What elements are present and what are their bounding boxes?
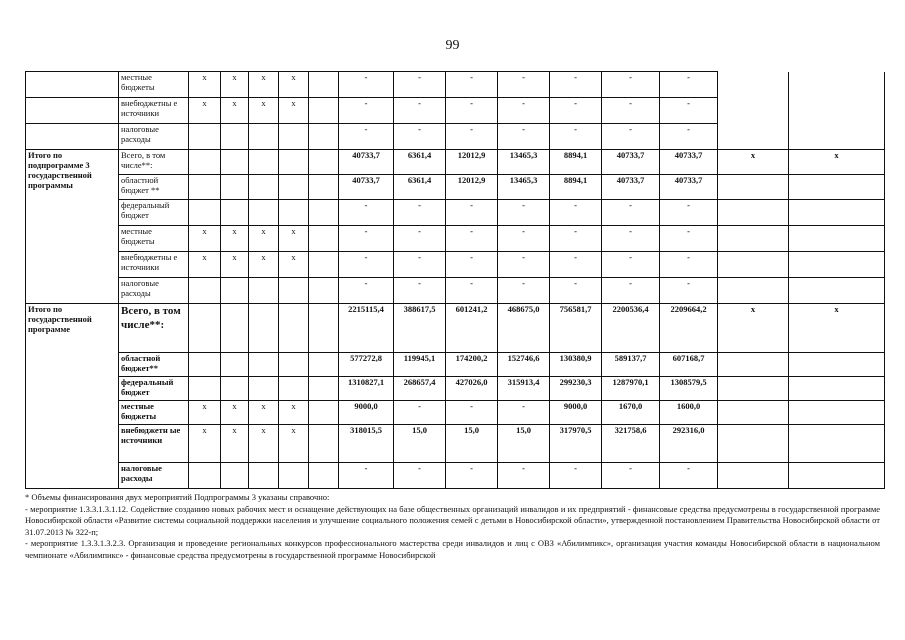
amount-cell: 15,0	[446, 425, 498, 463]
funding-source: налоговые расходы	[119, 124, 189, 150]
amount-cell: -	[339, 200, 394, 226]
x-mark-cell: x	[221, 401, 249, 425]
tail-cell	[718, 401, 789, 425]
tail-cell	[718, 353, 789, 377]
x-mark-cell	[279, 124, 309, 150]
x-mark-cell: x	[279, 401, 309, 425]
amount-cell: -	[394, 72, 446, 98]
empty-cell	[309, 252, 339, 278]
amount-cell: -	[602, 98, 660, 124]
x-mark-cell	[279, 200, 309, 226]
x-mark-cell	[279, 150, 309, 175]
amount-cell: 2200536,4	[602, 304, 660, 353]
x-mark-cell	[189, 377, 221, 401]
tail-cell	[789, 377, 885, 401]
table-row	[26, 377, 885, 401]
amount-cell: -	[602, 124, 660, 150]
x-mark-cell: x	[221, 425, 249, 463]
amount-cell: -	[550, 463, 602, 489]
x-mark-cell: x	[221, 98, 249, 124]
x-mark-cell	[189, 353, 221, 377]
table-row	[26, 401, 885, 425]
x-mark-cell	[221, 463, 249, 489]
table-row	[26, 175, 885, 200]
amount-cell: 601241,2	[446, 304, 498, 353]
amount-cell: -	[446, 200, 498, 226]
amount-cell: -	[446, 463, 498, 489]
tail-cell	[718, 200, 789, 226]
x-mark-cell: x	[249, 425, 279, 463]
x-mark-cell: x	[249, 226, 279, 252]
tail-cell	[789, 463, 885, 489]
x-mark-cell: x	[279, 226, 309, 252]
tail-cell	[789, 200, 885, 226]
table-row	[26, 200, 885, 226]
tail-cell	[789, 98, 885, 124]
x-mark-cell	[221, 304, 249, 353]
tail-cell	[718, 124, 789, 150]
x-mark-cell: x	[279, 72, 309, 98]
amount-cell: -	[394, 98, 446, 124]
x-mark-cell: x	[279, 425, 309, 463]
amount-cell: -	[339, 72, 394, 98]
amount-cell: 12012,9	[446, 150, 498, 175]
empty-cell	[309, 377, 339, 401]
table-row	[26, 425, 885, 463]
x-mark-cell	[221, 124, 249, 150]
empty-cell	[309, 72, 339, 98]
x-mark-cell: x	[221, 252, 249, 278]
amount-cell: 607168,7	[660, 353, 718, 377]
amount-cell: -	[498, 98, 550, 124]
tail-cell	[789, 353, 885, 377]
x-mark-cell	[279, 278, 309, 304]
funding-source: Всего, в том числе**:	[119, 150, 189, 175]
x-mark-cell: x	[189, 226, 221, 252]
x-mark-cell: x	[189, 98, 221, 124]
amount-cell: 40733,7	[339, 150, 394, 175]
amount-cell: 292316,0	[660, 425, 718, 463]
amount-cell: -	[498, 463, 550, 489]
amount-cell: -	[550, 252, 602, 278]
amount-cell: -	[550, 200, 602, 226]
x-mark-cell: x	[189, 72, 221, 98]
amount-cell: -	[550, 124, 602, 150]
tail-cell: x	[789, 150, 885, 175]
amount-cell: 315913,4	[498, 377, 550, 401]
x-mark-cell	[249, 463, 279, 489]
x-mark-cell: x	[189, 425, 221, 463]
group-label	[26, 98, 119, 124]
amount-cell: 40733,7	[660, 175, 718, 200]
amount-cell: -	[339, 124, 394, 150]
x-mark-cell	[279, 304, 309, 353]
amount-cell: -	[446, 226, 498, 252]
amount-cell: 13465,3	[498, 175, 550, 200]
amount-cell: -	[446, 252, 498, 278]
footnotes	[25, 492, 880, 561]
amount-cell: -	[498, 200, 550, 226]
amount-cell: -	[602, 463, 660, 489]
amount-cell: 1287970,1	[602, 377, 660, 401]
funding-source: местные бюджеты	[119, 226, 189, 252]
amount-cell: 40733,7	[339, 175, 394, 200]
amount-cell: 2215115,4	[339, 304, 394, 353]
amount-cell: -	[339, 226, 394, 252]
x-mark-cell	[249, 175, 279, 200]
x-mark-cell: x	[249, 252, 279, 278]
amount-cell: 40733,7	[660, 150, 718, 175]
amount-cell: -	[602, 226, 660, 252]
empty-cell	[309, 401, 339, 425]
empty-cell	[309, 200, 339, 226]
amount-cell: 318015,5	[339, 425, 394, 463]
amount-cell: 388617,5	[394, 304, 446, 353]
amount-cell: 268657,4	[394, 377, 446, 401]
x-mark-cell	[279, 463, 309, 489]
empty-cell	[309, 150, 339, 175]
amount-cell: 6361,4	[394, 150, 446, 175]
amount-cell: -	[660, 226, 718, 252]
amount-cell: -	[394, 463, 446, 489]
empty-cell	[309, 175, 339, 200]
funding-source: местные бюджеты	[119, 401, 189, 425]
financing-table	[25, 71, 885, 489]
tail-cell	[789, 226, 885, 252]
amount-cell: 6361,4	[394, 175, 446, 200]
amount-cell: -	[602, 278, 660, 304]
amount-cell: 9000,0	[550, 401, 602, 425]
tail-cell: x	[718, 150, 789, 175]
x-mark-cell: x	[279, 98, 309, 124]
amount-cell: -	[394, 200, 446, 226]
funding-source: местные бюджеты	[119, 72, 189, 98]
funding-source: областной бюджет **	[119, 175, 189, 200]
x-mark-cell	[249, 353, 279, 377]
amount-cell: -	[602, 200, 660, 226]
amount-cell: 317970,5	[550, 425, 602, 463]
amount-cell: -	[394, 124, 446, 150]
tail-cell	[789, 175, 885, 200]
x-mark-cell	[279, 353, 309, 377]
x-mark-cell	[279, 377, 309, 401]
empty-cell	[309, 278, 339, 304]
table-row	[26, 226, 885, 252]
amount-cell: 130380,9	[550, 353, 602, 377]
funding-source: налоговые расходы	[119, 463, 189, 489]
tail-cell	[789, 425, 885, 463]
tail-cell	[789, 252, 885, 278]
table-row	[26, 463, 885, 489]
group-label	[26, 72, 119, 98]
amount-cell: 8894,1	[550, 175, 602, 200]
amount-cell: -	[498, 124, 550, 150]
amount-cell: -	[660, 278, 718, 304]
group-label: Итого по государственной программе	[26, 304, 119, 489]
funding-source: внебюджетны е источники	[119, 252, 189, 278]
amount-cell: 13465,3	[498, 150, 550, 175]
x-mark-cell	[189, 175, 221, 200]
x-mark-cell: x	[249, 98, 279, 124]
funding-source: внебюджетны е источники	[119, 98, 189, 124]
funding-source: федеральный бюджет	[119, 377, 189, 401]
amount-cell: -	[446, 124, 498, 150]
amount-cell: 1308579,5	[660, 377, 718, 401]
amount-cell: 1310827,1	[339, 377, 394, 401]
x-mark-cell	[189, 463, 221, 489]
x-mark-cell: x	[249, 401, 279, 425]
amount-cell: -	[394, 401, 446, 425]
tail-cell	[789, 72, 885, 98]
amount-cell: -	[660, 463, 718, 489]
amount-cell: 15,0	[498, 425, 550, 463]
x-mark-cell	[249, 278, 279, 304]
amount-cell: 174200,2	[446, 353, 498, 377]
amount-cell: 40733,7	[602, 175, 660, 200]
x-mark-cell	[189, 278, 221, 304]
tail-cell	[789, 278, 885, 304]
table-row	[26, 353, 885, 377]
x-mark-cell	[221, 150, 249, 175]
amount-cell: -	[550, 278, 602, 304]
amount-cell: -	[498, 278, 550, 304]
footnote-measure-1: - мероприятие 1.3.3.1.3.1.12. Содействие созданию новых рабочих мест и оснащение действующих на базе общественных организаций инвалидов и их предприятий - финансовые средства предусмотрены в государственной программе Новосибирской области «Развитие системы социальной поддержки населения и улучшение социального положения семей с детьми в Новосибирской области», утвержденной постановлением Правительства Новосибирской области от 31.07.2013 № 322-п;	[25, 503, 880, 537]
funding-source: внебюджетн ые источники	[119, 425, 189, 463]
x-mark-cell: x	[189, 252, 221, 278]
table-row	[26, 98, 885, 124]
amount-cell: 1670,0	[602, 401, 660, 425]
amount-cell: -	[394, 226, 446, 252]
x-mark-cell	[249, 150, 279, 175]
tail-cell	[718, 98, 789, 124]
amount-cell: 15,0	[394, 425, 446, 463]
amount-cell: 12012,9	[446, 175, 498, 200]
table-row	[26, 304, 885, 353]
amount-cell: -	[498, 252, 550, 278]
footnote-measure-2: - мероприятие 1.3.3.1.3.2.3. Организация и проведение региональных конкурсов профессионального мастерства среди инвалидов и лиц с ОВЗ «Абилимпикс», организация участия команды Новосибирской области в национальном чемпионате «Абилимпикс» - финансовые средства предусмотрены в государственной программе Новосибирской	[25, 538, 880, 560]
x-mark-cell	[221, 353, 249, 377]
amount-cell: 9000,0	[339, 401, 394, 425]
amount-cell: 577272,8	[339, 353, 394, 377]
tail-cell: x	[718, 304, 789, 353]
x-mark-cell: x	[221, 72, 249, 98]
empty-cell	[309, 124, 339, 150]
amount-cell: -	[446, 401, 498, 425]
x-mark-cell	[249, 377, 279, 401]
table-row	[26, 252, 885, 278]
empty-cell	[309, 226, 339, 252]
tail-cell	[718, 226, 789, 252]
amount-cell: 40733,7	[602, 150, 660, 175]
x-mark-cell	[189, 304, 221, 353]
amount-cell: -	[446, 98, 498, 124]
x-mark-cell	[249, 304, 279, 353]
funding-source: федеральный бюджет	[119, 200, 189, 226]
amount-cell: 299230,3	[550, 377, 602, 401]
x-mark-cell: x	[279, 252, 309, 278]
table-row	[26, 278, 885, 304]
amount-cell: 321758,6	[602, 425, 660, 463]
funding-source: налоговые расходы	[119, 278, 189, 304]
empty-cell	[309, 304, 339, 353]
x-mark-cell	[279, 175, 309, 200]
tail-cell	[718, 463, 789, 489]
amount-cell: 2209664,2	[660, 304, 718, 353]
tail-cell	[718, 425, 789, 463]
x-mark-cell: x	[221, 226, 249, 252]
funding-source: областной бюджет**	[119, 353, 189, 377]
amount-cell: 1600,0	[660, 401, 718, 425]
amount-cell: -	[660, 72, 718, 98]
tail-cell	[718, 72, 789, 98]
amount-cell: -	[339, 98, 394, 124]
amount-cell: -	[602, 72, 660, 98]
empty-cell	[309, 98, 339, 124]
amount-cell: 427026,0	[446, 377, 498, 401]
table-row	[26, 150, 885, 175]
amount-cell: 152746,6	[498, 353, 550, 377]
tail-cell	[718, 252, 789, 278]
x-mark-cell	[221, 200, 249, 226]
amount-cell: 756581,7	[550, 304, 602, 353]
empty-cell	[309, 425, 339, 463]
amount-cell: -	[339, 278, 394, 304]
amount-cell: -	[550, 98, 602, 124]
x-mark-cell	[221, 377, 249, 401]
empty-cell	[309, 353, 339, 377]
amount-cell: -	[498, 72, 550, 98]
x-mark-cell	[249, 124, 279, 150]
x-mark-cell	[189, 200, 221, 226]
amount-cell: -	[660, 200, 718, 226]
tail-cell	[789, 401, 885, 425]
amount-cell: -	[498, 401, 550, 425]
tail-cell	[718, 377, 789, 401]
amount-cell: -	[498, 226, 550, 252]
amount-cell: -	[394, 252, 446, 278]
amount-cell: -	[550, 72, 602, 98]
tail-cell	[718, 278, 789, 304]
x-mark-cell	[189, 124, 221, 150]
amount-cell: -	[394, 278, 446, 304]
table-row	[26, 72, 885, 98]
amount-cell: 119945,1	[394, 353, 446, 377]
amount-cell: -	[550, 226, 602, 252]
empty-cell	[309, 463, 339, 489]
x-mark-cell	[249, 200, 279, 226]
amount-cell: -	[660, 252, 718, 278]
amount-cell: -	[339, 463, 394, 489]
tail-cell	[789, 124, 885, 150]
x-mark-cell: x	[249, 72, 279, 98]
amount-cell: -	[339, 252, 394, 278]
amount-cell: -	[602, 252, 660, 278]
tail-cell	[718, 175, 789, 200]
amount-cell: 468675,0	[498, 304, 550, 353]
tail-cell: x	[789, 304, 885, 353]
funding-source: Всего, в том числе**:	[119, 304, 189, 353]
page-number: 99	[445, 38, 460, 53]
footnote-asterisk: * Объемы финансирования двух мероприятий Подпрограммы 3 указаны справочно:	[25, 492, 330, 502]
amount-cell: -	[446, 72, 498, 98]
amount-cell: 8894,1	[550, 150, 602, 175]
group-label	[26, 124, 119, 150]
table-row	[26, 124, 885, 150]
group-label: Итого по подпрограмме 3 государственной программы	[26, 150, 119, 304]
x-mark-cell: x	[189, 401, 221, 425]
x-mark-cell	[221, 278, 249, 304]
amount-cell: -	[660, 98, 718, 124]
amount-cell: 589137,7	[602, 353, 660, 377]
amount-cell: -	[446, 278, 498, 304]
x-mark-cell	[221, 175, 249, 200]
amount-cell: -	[660, 124, 718, 150]
x-mark-cell	[189, 150, 221, 175]
